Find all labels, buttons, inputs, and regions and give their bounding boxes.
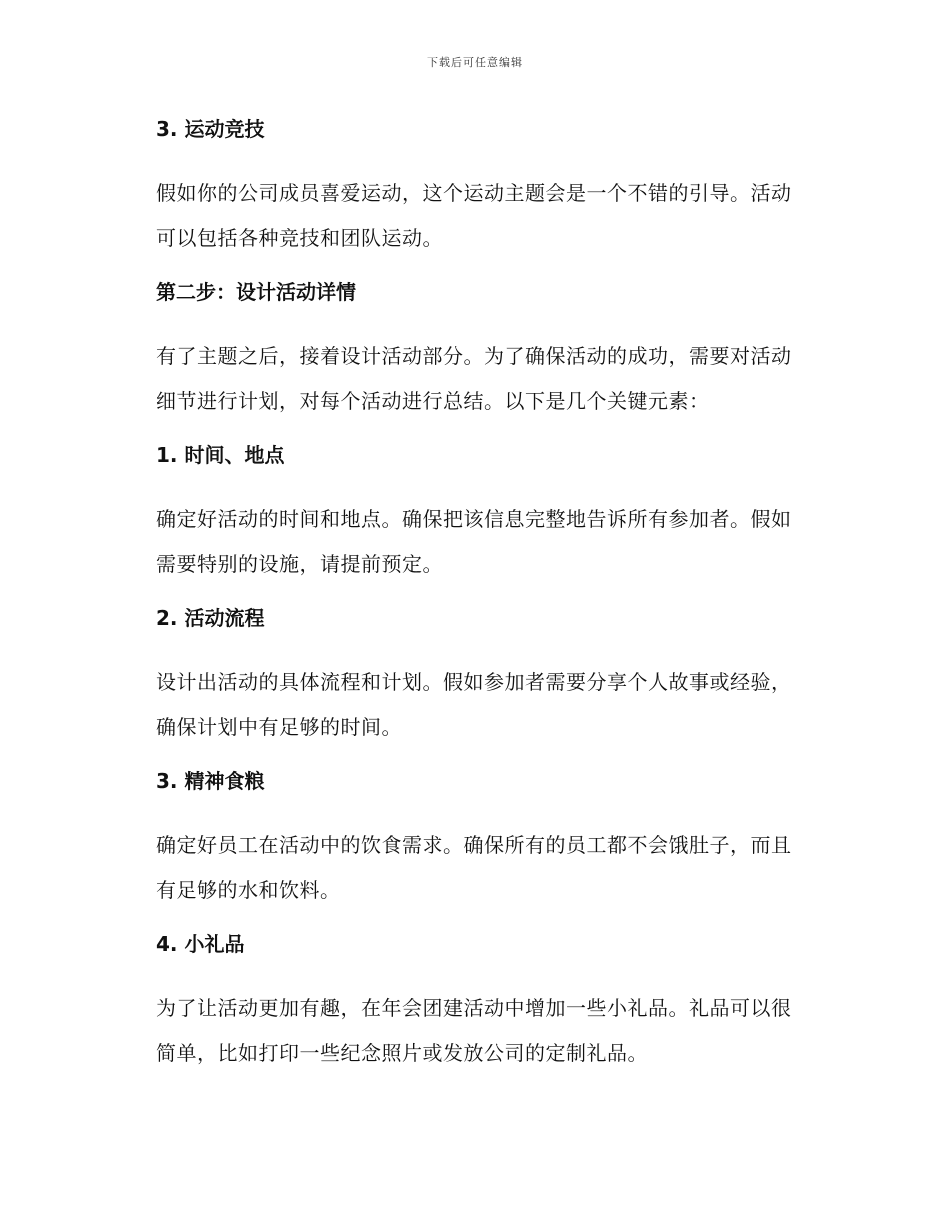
section-heading-process: 2. 活动流程 [156, 606, 265, 630]
paragraph-line: 为了让活动更加有趣，在年会团建活动中增加一些小礼品。礼品可以很 [156, 996, 792, 1020]
paragraph-line: 确定好员工在活动中的饮食需求。确保所有的员工都不会饿肚子，而且 [156, 833, 792, 857]
paragraph-line: 需要特别的设施，请提前预定。 [156, 552, 443, 576]
paragraph-line: 假如你的公司成员喜爱运动，这个运动主题会是一个不错的引导。活动 [156, 181, 792, 205]
paragraph-line: 细节进行计划，对每个活动进行总结。以下是几个关键元素： [156, 389, 710, 413]
paragraph-time-place [113, 497, 833, 587]
section-heading-food: 3. 精神食粮 [156, 769, 265, 793]
section-heading-time-place: 1. 时间、地点 [156, 443, 285, 467]
paragraph-food [113, 823, 833, 913]
paragraph-gifts [113, 986, 833, 1076]
document-body [113, 112, 833, 1090]
section-heading-gifts: 4. 小礼品 [156, 932, 245, 956]
paragraph-line: 简单，比如打印一些纪念照片或发放公司的定制礼品。 [156, 1041, 648, 1065]
paragraph-process [113, 660, 833, 750]
paragraph-line: 有了主题之后，接着设计活动部分。为了确保活动的成功，需要对活动 [156, 344, 792, 368]
page-header: 下载后可任意编辑 [427, 56, 523, 69]
section-heading-step-two: 第二步：设计活动详情 [156, 280, 356, 304]
paragraph-line: 有足够的水和饮料。 [156, 878, 341, 902]
section-heading-sports: 3. 运动竞技 [156, 117, 265, 141]
paragraph-line: 设计出活动的具体流程和计划。假如参加者需要分享个人故事或经验， [156, 670, 792, 694]
paragraph-sports [113, 171, 833, 261]
paragraph-line: 确定好活动的时间和地点。确保把该信息完整地告诉所有参加者。假如 [156, 507, 792, 531]
paragraph-line: 确保计划中有足够的时间。 [156, 715, 402, 739]
paragraph-line: 可以包括各种竞技和团队运动。 [156, 226, 443, 250]
paragraph-step-two [113, 334, 833, 424]
